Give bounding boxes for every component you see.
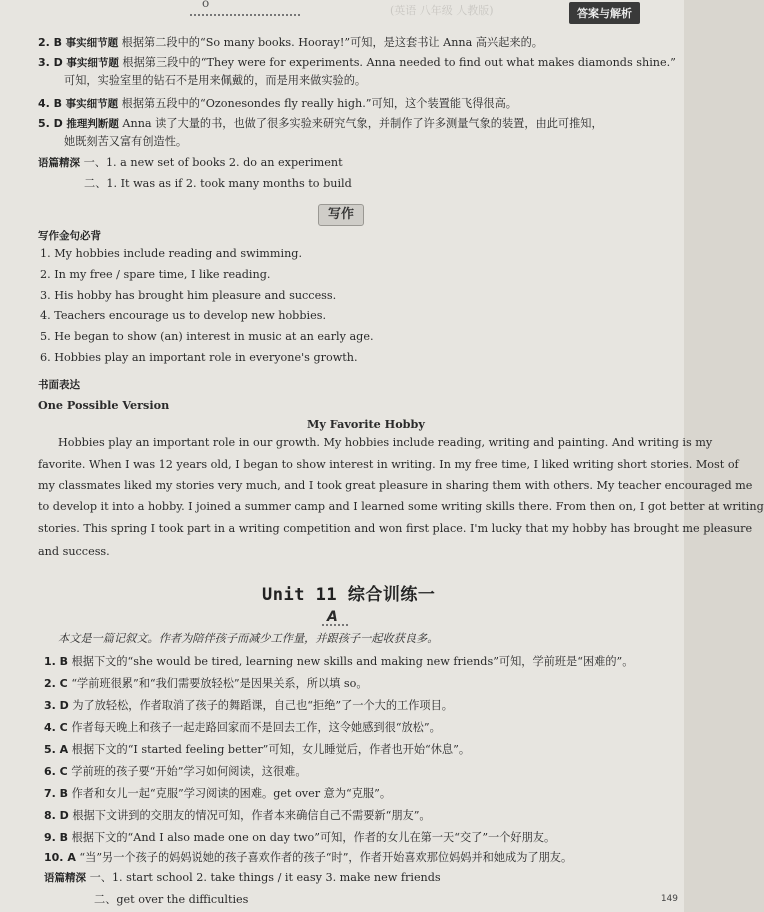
answer-item xyxy=(38,36,543,50)
essay-title: My Favorite Hobby xyxy=(307,417,425,431)
essay-line: stories. This spring I took part in a writing competition and won first place. I'm lucky that my hobby has brought me pleasure xyxy=(38,522,753,535)
answer-item xyxy=(38,117,603,131)
essay-line: Hobbies play an important role in our growth. My hobbies include reading, writing and painting. And writing is my xyxy=(58,436,713,449)
answer-number: 2. B xyxy=(38,36,63,49)
answer-text: 根据第五段中的“Ozonesondes fly really high.”可知，这个装置能飞得很高。 xyxy=(121,97,517,110)
golden-sentences-title: 写作金句必背 xyxy=(38,230,101,242)
answer-text: 根据下文的“I started feeling better”可知，女儿睡觉后，作者也开始“休息”。 xyxy=(71,743,471,756)
question-type: 事实细节题 xyxy=(65,37,119,49)
written-expression-title: 书面表达 xyxy=(38,379,80,391)
answer-text: “当”另一个孩子的妈妈说她的孩子喜欢作者的孩子“时”，作者开始喜欢那位妈妈并和她成为了朋友。 xyxy=(79,851,573,864)
section-a-label: A xyxy=(327,609,338,625)
header-dotted-rule xyxy=(190,14,300,16)
phrases-text: 一、1. start school 2. take things / it easy 3. make new friends xyxy=(89,871,441,884)
phrases-row: 二、get over the difficulties xyxy=(94,893,249,906)
answer-number: 6. C xyxy=(44,765,68,778)
sentence-item: 2. In my free / spare time, I like reading. xyxy=(40,268,271,281)
phrases-text: 一、1. a new set of books 2. do an experiment xyxy=(83,156,343,169)
answer-item xyxy=(44,809,431,823)
answer-text-continued: 她既刻苦又富有创造性。 xyxy=(64,135,188,148)
answer-item xyxy=(38,56,676,70)
answer-item xyxy=(38,97,517,111)
sentence-item: 4. Teachers encourage us to develop new hobbies. xyxy=(40,309,327,322)
answer-text: 为了放轻松，作者取消了孩子的舞蹈课，自己也“拒绝”了一个大的工作项目。 xyxy=(72,699,453,712)
answer-item xyxy=(44,655,633,669)
sentence-item: 3. His hobby has brought him pleasure and success. xyxy=(40,289,337,302)
phrases-row xyxy=(38,156,343,170)
answer-number: 5. D xyxy=(38,117,63,130)
essay-line: my classmates liked my stories very much, and I took great pleasure in sharing them with others. My teacher encouraged me xyxy=(38,479,753,492)
question-type: 推理判断题 xyxy=(66,118,119,130)
answer-item xyxy=(44,677,368,691)
answer-item xyxy=(44,721,441,735)
answer-item xyxy=(44,787,391,801)
answer-text: 根据第二段中的“So many books. Hooray!”可知，是这套书让 Anna 高兴起来的。 xyxy=(121,36,543,49)
answer-number: 9. B xyxy=(44,831,69,844)
page-number: 149 xyxy=(660,894,678,904)
essay-line: to develop it into a hobby. I joined a summer camp and I learned some writing skills there. From then on, I got better at writing xyxy=(38,500,764,513)
phrases-label: 语篇精深 xyxy=(44,872,86,884)
header-ghost-text: (英语 八年级 人教版) xyxy=(390,4,494,17)
passage-intro: 本文是一篇记叙文。作者为陪伴孩子而减少工作量，并跟孩子一起收获良多。 xyxy=(58,632,439,645)
answer-number: 4. B xyxy=(38,97,63,110)
answer-number: 10. A xyxy=(44,851,76,864)
question-type: 事实细节题 xyxy=(65,98,119,110)
answer-item xyxy=(44,851,572,865)
sentence-item: 1. My hobbies include reading and swimming. xyxy=(40,247,302,260)
answer-item xyxy=(44,743,470,757)
answer-text: 作者和女儿一起“克服”学习阅读的困难。get over 意为“克服”。 xyxy=(71,787,392,800)
writing-section-title: 写作 xyxy=(318,204,364,226)
answer-text: Anna 读了大量的书，也做了很多实验来研究气象，并制作了许多测量气象的装置，由此可推知， xyxy=(122,117,603,130)
answer-text: 作者每天晚上和孩子一起走路回家而不是回去工作，这令她感到很“放松”。 xyxy=(71,721,441,734)
answer-number: 5. A xyxy=(44,743,69,756)
page-header xyxy=(0,0,684,22)
phrases-row: 二、1. It was as if 2. took many months to build xyxy=(84,177,352,190)
sentence-item: 5. He began to show (an) interest in music at an early age. xyxy=(40,330,374,343)
answer-item xyxy=(44,765,307,779)
version-label: One Possible Version xyxy=(38,398,170,412)
essay-line: and success. xyxy=(38,545,110,558)
answer-number: 8. D xyxy=(44,809,69,822)
answer-item xyxy=(44,831,555,845)
answer-text: 根据下文的“And I also made one on day two”可知，作者的女儿在第一天“交了”一个好朋友。 xyxy=(71,831,556,844)
header-mark: o xyxy=(202,0,210,10)
answer-number: 3. D xyxy=(38,56,63,69)
answer-text: 根据第三段中的“They were for experiments. Anna needed to find out what makes diamonds shine.” xyxy=(122,56,676,69)
question-type: 事实细节题 xyxy=(66,57,119,69)
sentence-item: 6. Hobbies play an important role in everyone's growth. xyxy=(40,351,358,364)
phrases-row xyxy=(44,871,441,885)
header-tag: 答案与解析 xyxy=(569,2,640,24)
essay-line: favorite. When I was 12 years old, I began to show interest in writing. In my free time, I liked writing short stories. Most of xyxy=(38,458,739,471)
section-a-rule xyxy=(322,624,348,626)
answer-number: 4. C xyxy=(44,721,68,734)
answer-item xyxy=(44,699,453,713)
answer-number: 7. B xyxy=(44,787,69,800)
phrases-label: 语篇精深 xyxy=(38,157,80,169)
answer-text-continued: 可知，实验室里的钻石不是用来佩戴的，而是用来做实验的。 xyxy=(64,74,367,87)
answer-text: 根据下文讲到的交朋友的情况可知，作者本来确信自己不需要新“朋友”。 xyxy=(72,809,431,822)
unit-title: Unit 11 综合训练一 xyxy=(262,585,436,605)
answer-text: 学前班的孩子要“开始”学习如何阅读，这很难。 xyxy=(71,765,307,778)
answer-text: “学前班很累”和“我们需要放轻松”是因果关系，所以填 so。 xyxy=(71,677,368,690)
answer-text: 根据下文的“she would be tired, learning new skills and making new friends”可知，学前班是“困难的”。 xyxy=(71,655,634,668)
answer-number: 3. D xyxy=(44,699,69,712)
answer-number: 1. B xyxy=(44,655,69,668)
answer-number: 2. C xyxy=(44,677,68,690)
